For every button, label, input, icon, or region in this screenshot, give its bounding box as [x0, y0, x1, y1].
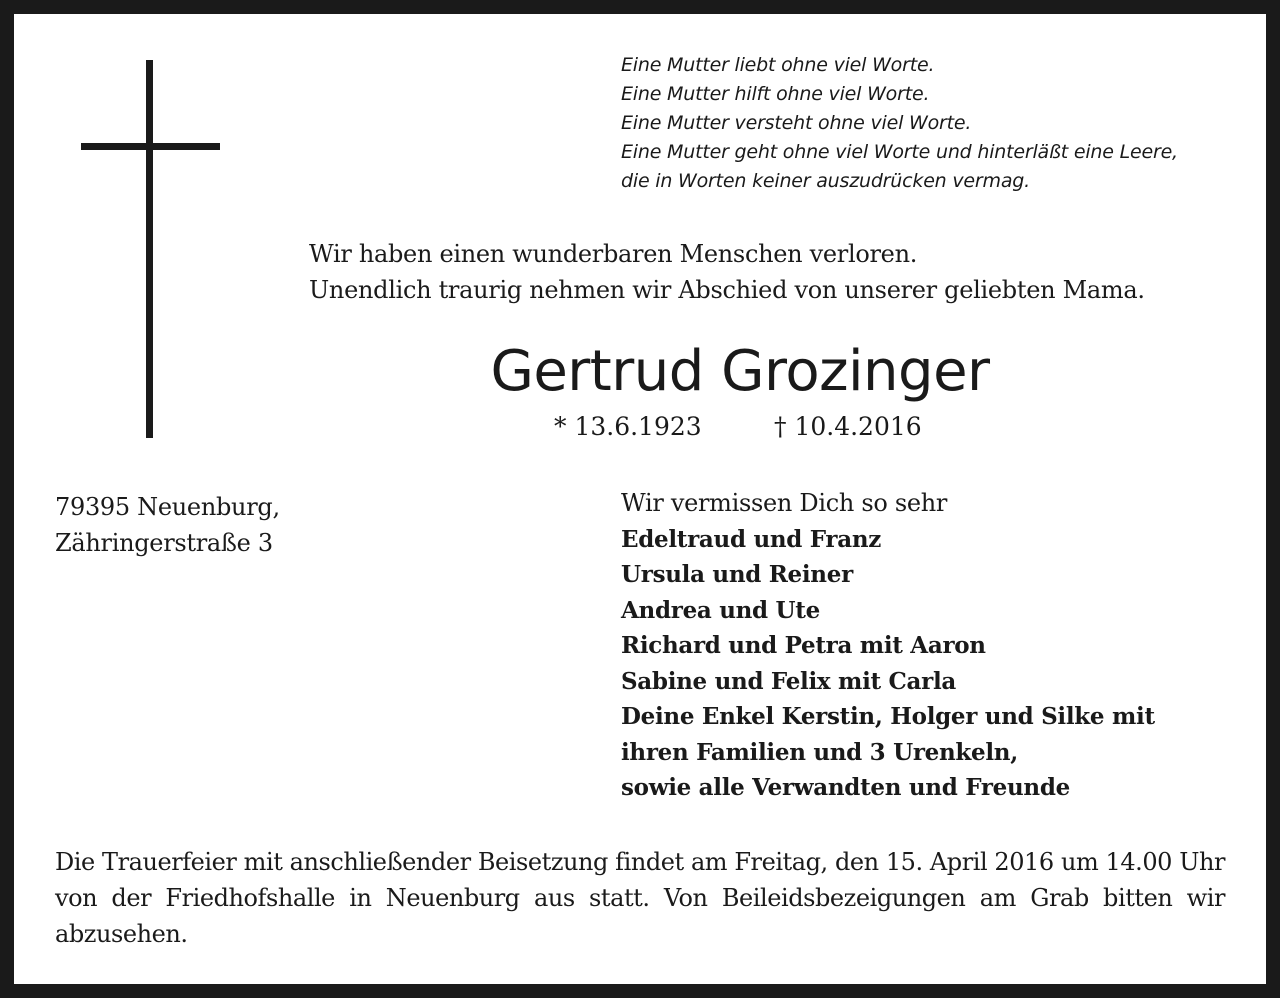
- funeral-details: Die Trauerfeier mit anschließender Beisetzung findet am Freitag, den 15. April 2016 um 14.00 Uhr von der Friedhofshalle in Neuenburg aus statt. Von Beileidsbezeigungen am Grab bitten wir abzusehen.: [55, 848, 1225, 948]
- address-line: Zähringerstraße 3: [55, 529, 273, 557]
- cross-icon: [146, 60, 153, 438]
- mourner-line: sowie alle Verwandten und Freunde: [621, 774, 1070, 801]
- intro-line: Wir haben einen wunderbaren Menschen verloren.: [309, 240, 918, 268]
- mourners-block: [621, 486, 1241, 806]
- poem-line: Eine Mutter versteht ohne viel Worte.: [621, 112, 972, 134]
- mourner-line: Edeltraud und Franz: [621, 525, 882, 553]
- cross-icon-bar: [81, 143, 220, 150]
- mourner-line: Richard und Petra mit Aaron: [621, 632, 986, 659]
- poem-line: Eine Mutter geht ohne viel Worte und hinterläßt eine Leere,: [621, 141, 1178, 163]
- death-date: † 10.4.2016: [774, 412, 922, 441]
- obituary-notice: [14, 14, 1266, 984]
- poem-line: Eine Mutter liebt ohne viel Worte.: [621, 54, 935, 76]
- miss-text: Wir vermissen Dich so sehr: [621, 489, 948, 517]
- poem-line: die in Worten keiner auszudrücken vermag.: [621, 170, 1030, 192]
- poem-line: Eine Mutter hilft ohne viel Worte.: [621, 83, 930, 105]
- intro-line: Unendlich traurig nehmen wir Abschied von unserer geliebten Mama.: [309, 276, 1145, 304]
- mourner-line: Sabine und Felix mit Carla: [621, 667, 956, 695]
- birth-date: * 13.6.1923: [554, 412, 702, 441]
- mourner-line: Andrea und Ute: [621, 596, 820, 624]
- mourner-line: Deine Enkel Kerstin, Holger und Silke mit: [621, 703, 1155, 730]
- address-block: [55, 489, 475, 561]
- mourner-line: Ursula und Reiner: [621, 561, 853, 588]
- deceased-name: Gertrud Grozinger: [490, 339, 990, 404]
- address-line: 79395 Neuenburg,: [55, 493, 280, 521]
- intro-text: [309, 236, 1229, 308]
- mourner-line: ihren Familien und 3 Urenkeln,: [621, 738, 1018, 766]
- poem-block: [621, 51, 1251, 196]
